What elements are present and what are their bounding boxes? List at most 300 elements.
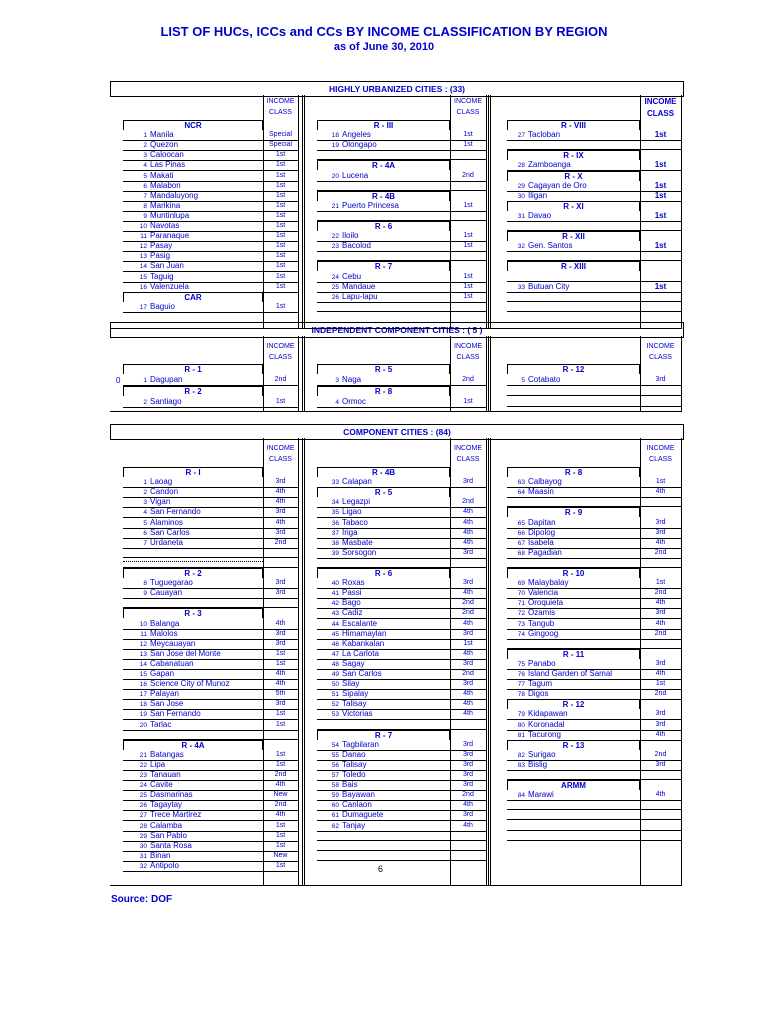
city-name: Iloilo: [342, 231, 359, 241]
city-name: Paranaque: [150, 231, 190, 241]
city-name: Tagaytay: [150, 800, 183, 810]
city-number: 5: [143, 172, 147, 180]
city-name: Tuguegarao: [150, 578, 193, 588]
income-class-value: 5th: [263, 689, 298, 700]
city-number: 37: [331, 529, 339, 537]
region-header: R - 1: [123, 364, 263, 374]
column-divider: [488, 95, 491, 328]
city-row: [507, 760, 640, 771]
column-divider: [486, 438, 487, 885]
city-row: [123, 588, 263, 599]
city-name: Science City of Munoz: [150, 679, 230, 689]
column-divider: [302, 95, 305, 328]
blank-row: [317, 840, 486, 841]
city-name: Laoag: [150, 477, 173, 487]
income-class-value: 4th: [450, 588, 486, 599]
city-name: Passi: [342, 588, 362, 598]
city-name: Danao: [342, 749, 366, 759]
region-header: R - 13: [507, 740, 640, 750]
income-class-label: INCOME CLASS: [266, 445, 295, 463]
city-number: 11: [140, 630, 147, 638]
city-number: 3: [143, 152, 147, 160]
city-name: Ligao: [342, 507, 362, 517]
city-number: 11: [140, 233, 147, 241]
income-class-value: 4th: [263, 679, 298, 690]
city-name: Bais: [342, 780, 358, 790]
city-name: San Juan: [150, 261, 184, 271]
city-row: [317, 821, 450, 832]
section-bottom: [110, 411, 682, 412]
city-number: 5: [521, 377, 525, 384]
city-name: Bayawan: [342, 790, 375, 800]
city-number: 60: [331, 802, 339, 810]
income-class-value: 3rd: [450, 810, 486, 821]
city-number: 83: [517, 761, 525, 769]
income-class-value: 1st: [263, 821, 298, 832]
city-number: 81: [517, 731, 525, 739]
city-name: Bislig: [528, 759, 548, 769]
city-name: Digos: [528, 689, 549, 699]
city-number: 35: [331, 509, 339, 517]
region-header: R - 6: [317, 568, 450, 578]
city-name: Masbate: [342, 537, 373, 547]
city-number: 10: [139, 620, 147, 628]
city-number: 21: [331, 202, 339, 210]
city-name: Zamboanga: [528, 160, 571, 170]
city-name: Navotas: [150, 221, 180, 230]
city-name: Talisay: [342, 759, 367, 769]
income-class-value: 1st: [263, 221, 298, 232]
income-class-value: 1st: [263, 282, 298, 293]
income-class-value: 1st: [450, 292, 486, 303]
region-header: R - I: [123, 467, 263, 477]
city-name: San Pablo: [150, 830, 187, 840]
column-divider: [302, 438, 305, 885]
income-class-value: 4th: [450, 821, 486, 832]
city-row: [507, 130, 640, 141]
income-class-value: 1st: [263, 211, 298, 222]
city-number: 38: [331, 539, 339, 547]
city-number: 84: [517, 792, 525, 800]
city-number: 51: [331, 691, 339, 699]
column-divider: [486, 95, 487, 328]
income-class-value: 4th: [263, 780, 298, 791]
income-class-value: 4th: [450, 619, 486, 630]
region-header: R - 2: [123, 568, 263, 578]
city-number: 8: [143, 202, 147, 210]
column-divider: [488, 438, 491, 885]
city-name: Calapan: [342, 477, 372, 487]
income-class-value: 3rd: [450, 477, 486, 488]
city-number: 65: [517, 519, 525, 527]
income-class-value: 1st: [263, 831, 298, 842]
city-number: 34: [331, 499, 339, 507]
income-class-value: 1st: [263, 160, 298, 171]
income-class-value: 1st: [640, 181, 681, 192]
city-name: Pagadian: [528, 547, 562, 557]
city-number: 15: [139, 273, 147, 281]
income-class-value: 1st: [640, 191, 681, 202]
city-number: 2: [143, 489, 147, 497]
city-name: Gingoog: [528, 628, 559, 638]
city-name: Malaybalay: [528, 578, 569, 588]
city-row: [123, 538, 263, 549]
income-class-value: 1st: [640, 130, 681, 141]
city-number: 33: [331, 479, 339, 487]
city-number: 26: [331, 293, 339, 301]
city-name: Iligan: [528, 190, 548, 200]
city-number: 5: [143, 519, 147, 527]
blank-row: [317, 860, 486, 861]
city-name: Taguig: [150, 271, 174, 281]
city-number: 17: [139, 691, 147, 699]
income-class-value: 4th: [263, 497, 298, 508]
income-class-value: 1st: [640, 477, 681, 488]
city-number: 10: [139, 223, 147, 230]
city-name: Naga: [342, 375, 362, 384]
section-right-edge: [681, 336, 682, 411]
city-number: 72: [517, 610, 525, 618]
income-class-label: INCOME CLASS: [454, 98, 482, 116]
city-name: Makati: [150, 170, 174, 180]
city-number: 7: [143, 192, 147, 200]
blank-row: [507, 809, 681, 810]
income-class-value: 4th: [640, 730, 681, 741]
city-row: [123, 861, 263, 872]
income-class-value: 4th: [450, 689, 486, 700]
city-name: Tacurong: [528, 729, 561, 739]
income-class-value: 3rd: [263, 578, 298, 589]
region-header: R - 7: [317, 730, 450, 740]
city-row: [123, 375, 263, 386]
income-class-value: 4th: [640, 598, 681, 609]
city-name: Ozamis: [528, 608, 556, 618]
city-name: Toledo: [342, 770, 366, 779]
city-number: 67: [517, 539, 525, 547]
city-number: 24: [139, 782, 147, 790]
income-class-label: INCOME CLASS: [454, 445, 482, 463]
city-number: 29: [139, 832, 147, 840]
region-header: R - 9: [507, 507, 640, 517]
city-number: 21: [139, 751, 147, 759]
column-divider: [298, 438, 299, 885]
blank-row: [317, 850, 486, 851]
city-name: Balanga: [150, 618, 180, 628]
income-class-value: 3rd: [450, 629, 486, 640]
region-header: R - VIII: [507, 120, 640, 130]
city-name: Gen. Santos: [528, 241, 573, 251]
city-number: 16: [139, 283, 147, 291]
city-name: Olongapo: [342, 140, 377, 150]
city-name: Dapitan: [528, 517, 556, 527]
city-number: 52: [331, 701, 339, 709]
region-header: R - 11: [507, 649, 640, 659]
city-name: Angeles: [342, 130, 371, 140]
city-name: Trece Martirez: [150, 810, 202, 820]
city-number: 43: [331, 610, 339, 618]
city-name: Binan: [150, 850, 171, 860]
city-number: 30: [139, 842, 147, 850]
city-name: Victorias: [342, 709, 373, 719]
income-class-value: 2nd: [450, 669, 486, 680]
income-class-value: 2nd: [263, 800, 298, 811]
column-divider: [486, 336, 487, 411]
city-number: 23: [139, 772, 147, 779]
city-number: 76: [517, 671, 525, 678]
city-number: 2: [143, 142, 147, 150]
city-number: 55: [331, 751, 339, 759]
city-number: 16: [139, 681, 147, 689]
city-row: [317, 548, 450, 559]
city-number: 1: [143, 479, 147, 487]
income-class-value: 4th: [640, 538, 681, 549]
region-header: R - 5: [317, 487, 450, 497]
city-number: 13: [139, 650, 147, 658]
city-number: 78: [517, 691, 525, 699]
city-name: Escalante: [342, 618, 378, 628]
city-number: 54: [331, 741, 339, 749]
income-class-value: 4th: [450, 800, 486, 811]
column-divider: [488, 336, 491, 411]
city-number: 82: [517, 751, 525, 759]
income-class-value: 3rd: [450, 750, 486, 761]
income-class-value: 3rd: [263, 699, 298, 710]
blank-row: [507, 819, 681, 820]
city-name: Lapu-lapu: [342, 291, 378, 301]
city-name: Butuan City: [528, 281, 570, 291]
city-name: Antipolo: [150, 860, 179, 870]
city-number: 9: [143, 212, 147, 220]
city-name: Cavite: [150, 780, 173, 790]
income-class-value: 1st: [450, 140, 486, 151]
income-class-value: 1st: [640, 160, 681, 171]
city-name: Surigao: [528, 749, 556, 759]
income-class-value: 2nd: [640, 689, 681, 700]
city-number: 66: [517, 529, 525, 537]
city-name: Marawi: [528, 790, 554, 800]
region-header: R - 7: [317, 261, 450, 271]
region-header: R - XIII: [507, 261, 640, 271]
city-name: Cauayan: [150, 588, 183, 598]
city-number: 27: [139, 812, 147, 820]
income-class-value: 3rd: [263, 639, 298, 650]
income-class-value: Special: [263, 130, 298, 141]
income-class-value: 4th: [450, 518, 486, 529]
city-name: Calbayog: [528, 477, 562, 487]
city-name: Vigan: [150, 497, 171, 507]
income-class-label: INCOME CLASS: [646, 343, 675, 361]
city-name: Pasay: [150, 241, 173, 251]
income-class-value: 3rd: [450, 740, 486, 751]
city-number: 68: [517, 549, 525, 557]
city-number: 53: [331, 711, 339, 719]
city-number: 20: [139, 721, 147, 729]
city-name: Tarlac: [150, 719, 172, 729]
income-class-value: 3rd: [640, 709, 681, 720]
city-row: [317, 171, 450, 182]
income-class-value: 3rd: [450, 760, 486, 771]
city-number: 69: [517, 580, 525, 588]
city-number: 15: [139, 671, 147, 678]
income-class-value: 2nd: [640, 548, 681, 559]
city-name: Manila: [150, 130, 174, 140]
city-name: Ormoc: [342, 397, 366, 406]
city-name: Malabon: [150, 180, 181, 190]
city-number: 4: [143, 509, 147, 517]
income-class-value: New: [263, 790, 298, 801]
city-number: 36: [331, 519, 339, 527]
city-number: 61: [331, 812, 339, 820]
income-class-value: 1st: [450, 241, 486, 252]
city-name: Dumaguete: [342, 810, 384, 820]
income-class-value: 2nd: [450, 790, 486, 801]
income-class-value: Special: [263, 140, 298, 151]
region-header: R - 3: [123, 608, 263, 618]
region-header: R - 12: [507, 364, 640, 374]
income-class-value: 2nd: [263, 770, 298, 781]
city-number: 26: [139, 802, 147, 810]
city-number: 64: [517, 489, 525, 497]
city-number: 22: [331, 233, 339, 241]
income-class-value: 3rd: [450, 578, 486, 589]
city-name: Gapan: [150, 669, 175, 678]
city-number: 42: [331, 600, 339, 608]
income-class-value: 1st: [450, 282, 486, 293]
city-name: Sagay: [342, 658, 365, 668]
city-number: 28: [139, 822, 147, 830]
city-number: 41: [331, 590, 339, 598]
city-number: 63: [517, 479, 525, 487]
region-header: R - IX: [507, 150, 640, 160]
city-number: 80: [517, 721, 525, 729]
city-number: 22: [139, 761, 147, 769]
income-class-value: 3rd: [450, 780, 486, 791]
city-row: [317, 292, 450, 303]
city-name: Las Pinas: [150, 160, 186, 170]
income-class-label: INCOME CLASS: [266, 343, 295, 361]
income-class-value: 3rd: [640, 528, 681, 539]
income-class-value: 1st: [450, 639, 486, 650]
city-row: [507, 241, 640, 252]
income-class-value: 4th: [450, 699, 486, 710]
city-row: [507, 487, 640, 498]
stray-number: 0: [116, 376, 121, 385]
income-class-value: 3rd: [450, 548, 486, 559]
income-class-value: 4th: [263, 518, 298, 529]
city-name: Dagupan: [150, 375, 183, 384]
city-number: 77: [517, 681, 525, 689]
blank-row: [507, 311, 681, 312]
blank-row: [507, 301, 681, 302]
section-bottom: [110, 328, 682, 329]
city-number: 19: [139, 711, 147, 719]
blank-row: [507, 406, 681, 407]
income-class-value: 1st: [450, 201, 486, 212]
income-class-value: 2nd: [263, 538, 298, 549]
income-class-value: 1st: [263, 251, 298, 262]
city-number: 59: [331, 792, 339, 800]
city-name: Mandaue: [342, 281, 376, 291]
city-name: San Jose del Monte: [150, 648, 221, 658]
income-class-value: 1st: [263, 241, 298, 252]
income-class-value: 4th: [640, 669, 681, 680]
income-class-value: 2nd: [450, 497, 486, 508]
region-header: R - 8: [317, 386, 450, 396]
income-class-value: 1st: [640, 211, 681, 222]
income-class-value: 2nd: [640, 629, 681, 640]
city-row: [507, 211, 640, 222]
city-row: [507, 629, 640, 640]
city-number: 6: [143, 529, 147, 537]
city-number: 14: [139, 263, 147, 271]
city-row: [317, 709, 450, 720]
city-row: [507, 548, 640, 559]
region-header: R - 10: [507, 568, 640, 578]
city-number: 7: [143, 539, 147, 547]
income-class-value: 1st: [263, 201, 298, 212]
city-name: Meycauayan: [150, 638, 196, 648]
section-bottom: [110, 885, 682, 886]
region-header: R - X: [507, 171, 640, 181]
income-class-value: 1st: [450, 272, 486, 283]
region-header: R - 2: [123, 386, 263, 396]
city-number: 28: [517, 162, 525, 170]
city-number: 49: [331, 671, 339, 678]
city-number: 2: [143, 399, 147, 406]
city-name: Tagbilaran: [342, 739, 379, 749]
city-number: 48: [331, 660, 339, 668]
city-number: 40: [331, 580, 339, 588]
city-name: Canlaon: [342, 800, 372, 810]
column-divider: [298, 336, 299, 411]
income-class-value: 4th: [640, 487, 681, 498]
city-name: San Fernando: [150, 709, 201, 719]
income-class-value: 1st: [263, 302, 298, 313]
city-number: 19: [331, 142, 339, 150]
city-name: Bago: [342, 598, 361, 608]
city-number: 33: [517, 283, 525, 291]
city-name: Cadiz: [342, 608, 363, 618]
city-name: Pasig: [150, 251, 171, 261]
city-name: Koronadal: [528, 719, 565, 729]
city-name: Candon: [150, 487, 179, 497]
income-class-value: 3rd: [263, 588, 298, 599]
income-class-value: 4th: [640, 619, 681, 630]
city-name: Sorsogon: [342, 547, 377, 557]
city-number: 18: [139, 701, 147, 709]
city-number: 79: [517, 711, 525, 719]
city-number: 32: [517, 243, 525, 251]
city-name: Dipolog: [528, 527, 556, 537]
income-class-value: 4th: [450, 538, 486, 549]
city-name: Cebu: [342, 271, 362, 281]
income-class-value: 1st: [263, 709, 298, 720]
income-class-value: 2nd: [450, 608, 486, 619]
city-name: Island Garden of Samal: [528, 669, 613, 678]
city-number: 73: [517, 620, 525, 628]
income-class-value: 2nd: [450, 171, 486, 182]
income-class-value: 3rd: [263, 477, 298, 488]
city-name: Cabanatuan: [150, 658, 194, 668]
income-class-value: 4th: [450, 709, 486, 720]
city-row: [317, 241, 450, 252]
city-number: 62: [331, 822, 339, 830]
city-number: 39: [331, 549, 339, 557]
region-header: R - 4A: [123, 740, 263, 750]
city-name: Kabankalan: [342, 638, 385, 648]
city-name: Silay: [342, 679, 360, 689]
region-header: R - 6: [317, 221, 450, 231]
